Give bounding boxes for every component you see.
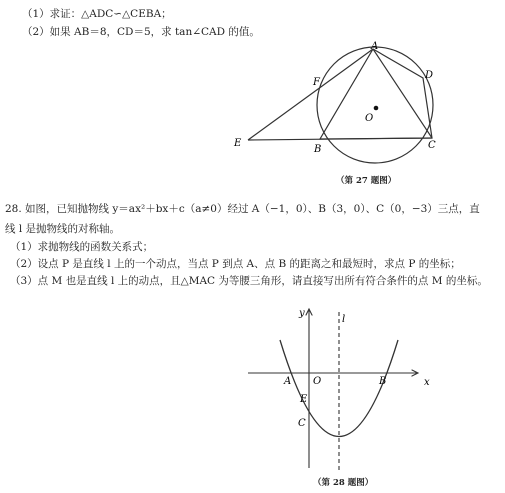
label-x-axis: x xyxy=(424,377,430,388)
label-a: A xyxy=(371,41,379,52)
label-y-axis: y xyxy=(299,308,305,319)
q27-part1: （1）求证：△ADC∽△CEBA； xyxy=(22,8,172,20)
q27-circle-figure xyxy=(0,40,505,195)
label-c: C xyxy=(298,418,306,429)
circle-o xyxy=(317,47,433,163)
label-e: E xyxy=(234,138,242,149)
segment-ac xyxy=(373,49,432,138)
q28-stem-line1: 28. 如图，已知抛物线 y＝ax²＋bx＋c（a≠0）经过 A（−1，0）、B（3，0）、C（0，−3）三点，直 xyxy=(5,203,480,215)
label-b: B xyxy=(314,144,322,155)
label-b: B xyxy=(379,376,387,387)
label-o: O xyxy=(365,113,374,124)
q28-part1: （1）求抛物线的函数关系式； xyxy=(10,241,154,253)
label-l: l xyxy=(342,314,346,325)
q28-parabola-figure xyxy=(0,300,505,493)
segment-ea xyxy=(248,49,373,140)
q28-part2: （2）设点 P 是直线 l 上的一个动点，当点 P 到点 A、点 B 的距离之和最短时，求点 P 的坐标； xyxy=(10,258,461,270)
q27-caption: （第 27 题图） xyxy=(336,176,397,186)
label-o: O xyxy=(313,376,322,387)
q28-part3: （3）点 M 也是直线 l 上的动点，且△MAC 为等腰三角形，请直接写出所有符合条件的点 M 的坐标。 xyxy=(10,275,488,287)
label-d: D xyxy=(425,70,434,81)
label-a: A xyxy=(284,376,292,387)
center-dot xyxy=(374,106,379,111)
q27-part2: （2）如果 AB＝8，CD＝5，求 tan∠CAD 的值。 xyxy=(22,26,260,38)
label-c: C xyxy=(428,140,436,151)
label-e: E xyxy=(300,394,308,405)
label-f: F xyxy=(313,77,320,88)
q28-stem-line2: 线 l 是抛物线的对称轴。 xyxy=(5,223,121,235)
q28-caption: （第 28 题图） xyxy=(313,478,374,488)
